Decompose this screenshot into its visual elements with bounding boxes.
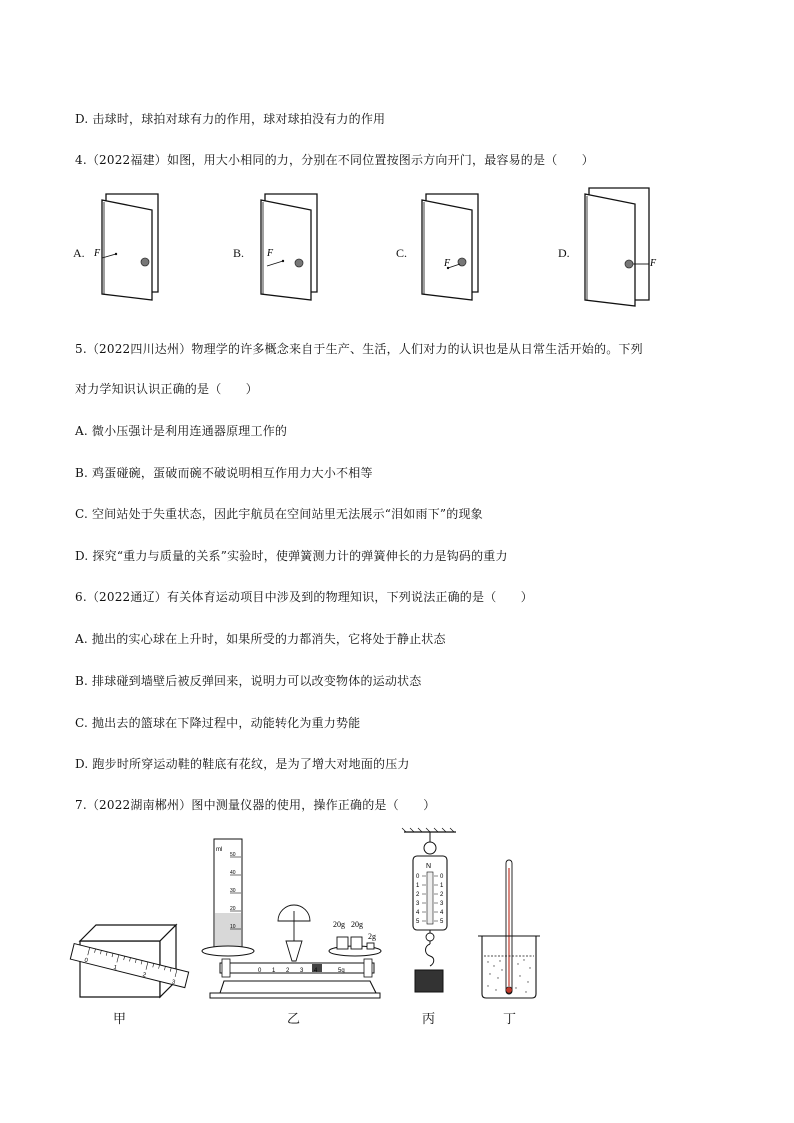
cylinder-tick-10: 10 — [230, 924, 236, 930]
q3-option-d: D. 击球时，球拍对球有力的作用，球对球拍没有力的作用 — [75, 112, 386, 126]
q7-label-bing: 丙 — [422, 1012, 436, 1027]
q6-stem: 6.（2022通辽）有关体育运动项目中涉及到的物理知识，下列说法正确的是（ ） — [75, 590, 533, 604]
force-label-b: F — [267, 248, 274, 259]
q7-figure-bing-spring-scale — [400, 828, 462, 998]
q7-figure-yi-balance — [200, 835, 385, 1000]
q4-door-a-figure — [94, 190, 162, 305]
ruler-tick-0: 0 — [83, 957, 89, 965]
q4-label-c: C. — [396, 246, 408, 260]
q5-option-c: C. 空间站处于失重状态，因此宇航员在空间站里无法展示“泪如雨下”的现象 — [75, 507, 483, 521]
q5-stem-line2: 对力学知识认识正确的是（ ） — [75, 382, 259, 396]
scale-tick-0: 0 — [416, 874, 420, 880]
scale-tick-2: 2 — [416, 892, 420, 898]
force-label-d: F — [650, 258, 657, 269]
ruler-tick-3: 3 — [170, 979, 176, 987]
q4-label-d: D. — [558, 246, 570, 260]
q4-label-b: B. — [233, 246, 245, 260]
beam-tick-4: 4 — [314, 968, 318, 974]
q6-option-d: D. 跑步时所穿运动鞋的鞋底有花纹，是为了增大对地面的压力 — [75, 757, 410, 771]
q4-stem: 4.（2022福建）如图，用大小相同的力，分别在不同位置按图示方向开门，最容易的是（ ） — [75, 153, 594, 167]
cylinder-tick-20: 20 — [230, 906, 236, 912]
scale-tick-1: 1 — [416, 883, 420, 889]
force-label-a: F — [94, 248, 101, 259]
q7-label-jia: 甲 — [113, 1012, 127, 1027]
q4-door-b-figure — [259, 190, 321, 305]
beam-tick-1: 1 — [272, 968, 276, 974]
scale-tick-4-right: 4 — [440, 910, 444, 916]
q5-stem-line1: 5.（2022四川达州）物理学的许多概念来自于生产、生活，人们对力的认识也是从日常生活开始的。下列 — [75, 342, 643, 356]
weight-label-2: 20g — [351, 920, 363, 929]
q6-option-c: C. 抛出去的篮球在下降过程中，动能转化为重力势能 — [75, 716, 361, 730]
force-label-c: F — [444, 258, 451, 269]
scale-tick-4: 4 — [416, 910, 420, 916]
ruler-tick-1: 1 — [112, 964, 118, 972]
scale-unit: N — [426, 863, 432, 870]
q7-figure-ding-thermometer — [474, 858, 544, 1000]
scale-tick-5: 5 — [416, 919, 420, 925]
scale-tick-2-right: 2 — [440, 892, 444, 898]
scale-tick-3-right: 3 — [440, 901, 444, 907]
q7-label-ding: 丁 — [503, 1012, 517, 1027]
weight-label-1: 20g — [333, 920, 345, 929]
beam-tick-2: 2 — [286, 968, 290, 974]
scale-tick-0-right: 0 — [440, 874, 444, 880]
q7-figure-jia-ruler — [72, 915, 192, 1000]
q5-option-b: B. 鸡蛋碰碗，蛋破而碗不破说明相互作用力大小不相等 — [75, 466, 373, 480]
scale-tick-1-right: 1 — [440, 883, 444, 889]
q5-option-a: A. 微小压强计是利用连通器原理工作的 — [75, 424, 288, 438]
q6-option-b: B. 排球碰到墙壁后被反弹回来，说明力可以改变物体的运动状态 — [75, 674, 422, 688]
scale-tick-5-right: 5 — [440, 919, 444, 925]
beam-tick-0: 0 — [258, 968, 262, 974]
cylinder-unit: ml — [216, 847, 223, 853]
q4-label-a: A. — [73, 246, 85, 260]
beam-tick-5: 5g — [338, 968, 345, 974]
cylinder-tick-40: 40 — [230, 870, 236, 876]
q5-option-d: D. 探究“重力与质量的关系”实验时，使弹簧测力计的弹簧伸长的力是钩码的重力 — [75, 549, 508, 563]
cylinder-tick-30: 30 — [230, 888, 236, 894]
q4-door-d-figure — [583, 186, 657, 306]
q7-label-yi: 乙 — [287, 1012, 301, 1027]
scale-tick-3: 3 — [416, 901, 420, 907]
q7-stem: 7.（2022湖南郴州）图中测量仪器的使用，操作正确的是（ ） — [75, 798, 436, 812]
q6-option-a: A. 抛出的实心球在上升时，如果所受的力都消失，它将处于静止状态 — [75, 632, 446, 646]
q4-door-c-figure — [420, 190, 482, 305]
cylinder-tick-50: 50 — [230, 852, 236, 858]
beam-tick-3: 3 — [300, 968, 304, 974]
weight-label-3: 2g — [368, 932, 376, 941]
ruler-tick-2: 2 — [141, 972, 147, 979]
